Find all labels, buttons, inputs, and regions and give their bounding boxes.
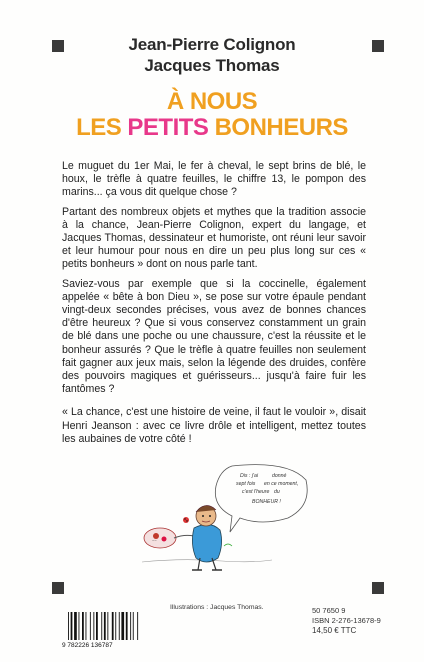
barcode-number: 9 782226 136787: [62, 642, 113, 648]
price: 14,50 € TTC: [312, 626, 357, 635]
title-les: LES: [76, 114, 128, 141]
speech-line-6: du: [274, 489, 280, 495]
speech-line-5: c'est l'heure: [242, 489, 270, 495]
author-2: Jacques Thomas: [144, 56, 280, 75]
cartoon-illustration: [112, 462, 312, 577]
title-line-2: [0, 114, 424, 142]
speech-line-4: en ce moment,: [264, 481, 299, 487]
speech-line-2: donné: [272, 473, 287, 479]
paragraph-1: Le muguet du 1er Mai, le fer à cheval, le sept brins de blé, le houx, le trèfle à quatre feuilles, le chiffre 13, le pompon des marins... ça vous dit quelque chose ?: [62, 160, 366, 199]
blurb: [62, 160, 366, 452]
author-1: Jean-Pierre Colignon: [128, 35, 296, 54]
speech-line-1: Dis : j'ai: [240, 473, 258, 479]
paragraph-4: « La chance, c'est une histoire de veine, il faut le vouloir », disait Henri Jeanson : avec ce livre drôle et intelligent, mettez toutes les aubaines de votre côté !: [62, 406, 366, 445]
title-bonheurs: BONHEURS: [208, 114, 348, 141]
corner-mark-bottom-left: [52, 582, 64, 594]
isbn: ISBN 2-276-13678-9: [312, 616, 381, 625]
product-code: 50 7650 9: [312, 606, 346, 615]
paragraph-3: Saviez-vous par exemple que si la coccinelle, également appelée « bête à bon Dieu », se pose sur votre épaule pendant vingt-deux secondes précises, vous avez de bonnes chances d'être heureux ? Que si vous conservez constamment un grain de blé dans une poche ou une chaussure, c'est la réussite et le bonheur assurés ? Que le trèfle à quatre feuilles non seulement fait gagner aux jeux mais, selon la légende des druides, confère des pouvoirs magiques et guérisseurs... jusqu'à faire fuir les fantômes ?: [62, 277, 366, 396]
paragraph-2: Partant des nombreux objets et mythes que la tradition associe à la chance, Jean-Pierre Colignon, expert du langage, et Jacques Thomas, dessinateur et humoriste, ont réuni leur savoir et leur humour pour nous en dire un peu plus long sur ces « petits bonheurs » dont on nous parle tant.: [62, 205, 366, 271]
speech-line-7: BONHEUR !: [252, 499, 281, 505]
svg-text:~~: ~~: [152, 538, 157, 543]
corner-mark-bottom-right: [372, 582, 384, 594]
illustrations-credit: Illustrations : Jacques Thomas.: [170, 604, 264, 611]
speech-line-3: sept fois: [236, 481, 256, 487]
barcode: [62, 612, 154, 648]
title-petits: PETITS: [127, 114, 209, 141]
title-line-1: À NOUS: [166, 88, 258, 115]
